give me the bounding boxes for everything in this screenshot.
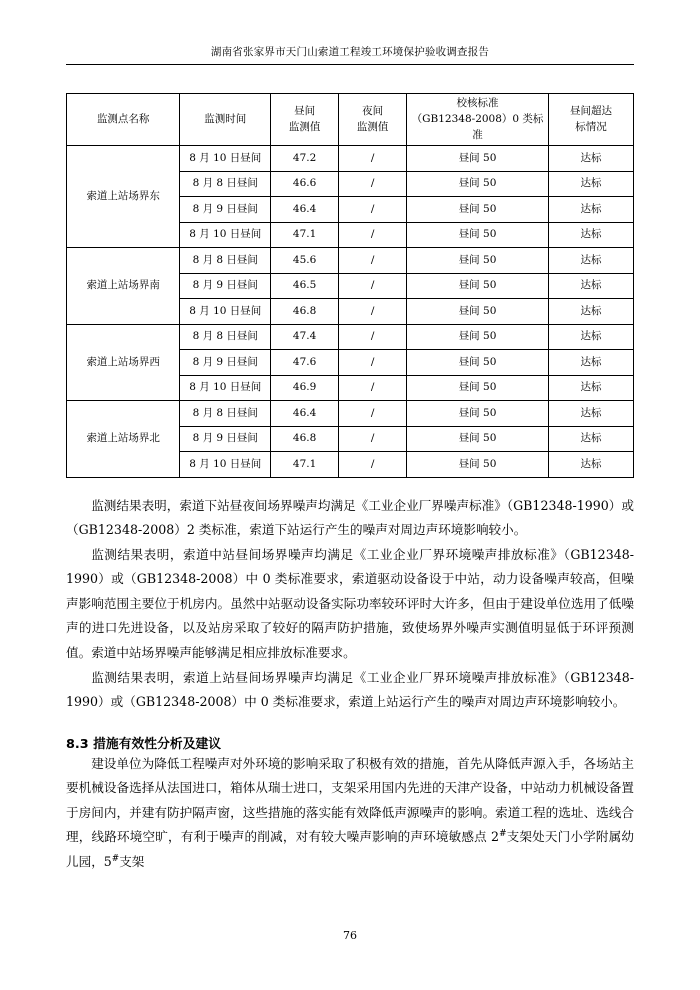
cell-day-value: 46.8	[271, 299, 339, 325]
cell-standard: 昼间 50	[407, 350, 549, 376]
cell-standard: 昼间 50	[407, 222, 549, 248]
col-header-night-value-line1: 夜间	[362, 104, 384, 117]
cell-night-value: /	[339, 375, 407, 401]
col-header-day-value-line2: 监测值	[288, 120, 321, 133]
col-header-compliance-line2: 标情况	[575, 120, 607, 133]
col-header-standard	[407, 94, 549, 146]
table-header-row	[67, 94, 634, 146]
noise-monitoring-table	[66, 93, 634, 478]
cell-monitor-time: 8 月 10 日昼间	[180, 452, 271, 478]
cell-monitor-time: 8 月 10 日昼间	[180, 146, 271, 172]
support-marker-1: #	[499, 829, 507, 840]
cell-standard: 昼间 50	[407, 375, 549, 401]
cell-monitor-time: 8 月 9 日昼间	[180, 197, 271, 223]
cell-result: 达标	[548, 171, 633, 197]
section-heading-8-3: 8.3 措施有效性分析及建议	[66, 736, 222, 752]
cell-standard: 昼间 50	[407, 197, 549, 223]
paragraph-middle-station: 监测结果表明，索道中站昼间场界噪声均满足《工业企业厂界环境噪声排放标准》（GB12348-1990）或（GB12348-2008）中 0 类标准要求，索道驱动设备设于中站，动力设备噪声较高，但噪声影响范围主要位于机房内。虽然中站驱动设备实际功率较环评时大许多，但由于建设单位选用了低噪声的进口先进设备，以及站房采取了较好的隔声防护措施，致使场界外噪声实测值明显低于环评预测值。索道中站场界噪声能够满足相应排放标准要求。	[66, 546, 634, 661]
cell-result: 达标	[548, 324, 633, 350]
cell-day-value: 47.1	[271, 222, 339, 248]
cell-monitor-time: 8 月 8 日昼间	[180, 171, 271, 197]
table-row	[67, 401, 634, 427]
cell-night-value: /	[339, 222, 407, 248]
cell-night-value: /	[339, 273, 407, 299]
cell-day-value: 47.1	[271, 452, 339, 478]
cell-result: 达标	[548, 350, 633, 376]
cell-night-value: /	[339, 197, 407, 223]
cell-day-value: 46.5	[271, 273, 339, 299]
header-divider	[66, 64, 634, 65]
cell-day-value: 46.4	[271, 197, 339, 223]
col-header-day-value-line1: 昼间	[294, 104, 316, 117]
cell-result: 达标	[548, 452, 633, 478]
table-row	[67, 324, 634, 350]
header-title: 湖南省张家界市天门山索道工程竣工环境保护验收调查报告	[210, 46, 490, 58]
cell-result: 达标	[548, 426, 633, 452]
cell-result: 达标	[548, 273, 633, 299]
cell-standard: 昼间 50	[407, 299, 549, 325]
col-header-compliance	[548, 94, 633, 146]
cell-monitor-time: 8 月 10 日昼间	[180, 222, 271, 248]
cell-result: 达标	[548, 146, 633, 172]
cell-result: 达标	[548, 222, 633, 248]
cell-night-value: /	[339, 324, 407, 350]
paragraph-lower-station: 监测结果表明，索道下站昼夜间场界噪声均满足《工业企业厂界噪声标准》（GB12348-1990）或（GB12348-2008）2 类标准，索道下站运行产生的噪声对周边声环境影响较小。	[66, 497, 634, 538]
cell-result: 达标	[548, 401, 633, 427]
cell-night-value: /	[339, 171, 407, 197]
row-group-name: 索道上站场界北	[67, 401, 180, 478]
cell-night-value: /	[339, 299, 407, 325]
col-header-point-name: 监测点名称	[67, 94, 180, 146]
cell-day-value: 46.9	[271, 375, 339, 401]
measures-text-part1: 建设单位为降低工程噪声对外环境的影响采取了积极有效的措施，首先从降低声源入手，各场站主要机械设备选择从法国进口，箱体从瑞士进口，支架采用国内先进的天津产设备，中站动力机械设备置于房间内，并建有防护隔声窗，这些措施的落实能有效降低声源噪声的影响。索道工程的选址、选线合理，线路环境空旷，有利于噪声的削减，对有较大噪声影响的声环境敏感点 2	[66, 755, 634, 845]
cell-day-value: 47.2	[271, 146, 339, 172]
cell-monitor-time: 8 月 10 日昼间	[180, 299, 271, 325]
cell-night-value: /	[339, 401, 407, 427]
cell-result: 达标	[548, 299, 633, 325]
cell-night-value: /	[339, 452, 407, 478]
cell-day-value: 46.8	[271, 426, 339, 452]
col-header-night-value	[339, 94, 407, 146]
cell-monitor-time: 8 月 8 日昼间	[180, 401, 271, 427]
cell-standard: 昼间 50	[407, 146, 549, 172]
cell-result: 达标	[548, 375, 633, 401]
page-header	[66, 0, 634, 65]
cell-day-value: 46.6	[271, 171, 339, 197]
row-group-name: 索道上站场界南	[67, 248, 180, 325]
table-body	[67, 146, 634, 478]
cell-result: 达标	[548, 197, 633, 223]
table-head	[67, 94, 634, 146]
measures-text-part2: 支架处天门小学附属幼儿园，5	[66, 829, 634, 869]
row-group-name: 索道上站场界西	[67, 324, 180, 401]
paragraph-upper-station: 监测结果表明，索道上站昼间场界噪声均满足《工业企业厂界环境噪声排放标准》（GB12348-1990）或（GB12348-2008）中 0 类标准要求，索道上站运行产生的噪声对周边声环境影响较小。	[66, 669, 634, 710]
cell-monitor-time: 8 月 8 日昼间	[180, 248, 271, 274]
cell-standard: 昼间 50	[407, 171, 549, 197]
col-header-day-value	[271, 94, 339, 146]
row-group-name: 索道上站场界东	[67, 146, 180, 248]
cell-day-value: 46.4	[271, 401, 339, 427]
col-header-monitor-time: 监测时间	[180, 94, 271, 146]
cell-result: 达标	[548, 248, 633, 274]
cell-monitor-time: 8 月 10 日昼间	[180, 375, 271, 401]
measures-text-part3: 支架	[119, 853, 145, 869]
cell-day-value: 47.6	[271, 350, 339, 376]
table-row	[67, 248, 634, 274]
cell-night-value: /	[339, 426, 407, 452]
cell-standard: 昼间 50	[407, 273, 549, 299]
paragraph-measures-effectiveness	[66, 752, 634, 875]
support-marker-2: #	[111, 853, 120, 864]
cell-monitor-time: 8 月 8 日昼间	[180, 324, 271, 350]
cell-monitor-time: 8 月 9 日昼间	[180, 273, 271, 299]
cell-day-value: 47.4	[271, 324, 339, 350]
cell-day-value: 45.6	[271, 248, 339, 274]
col-header-night-value-line2: 监测值	[356, 120, 389, 133]
cell-night-value: /	[339, 248, 407, 274]
cell-monitor-time: 8 月 9 日昼间	[180, 350, 271, 376]
cell-standard: 昼间 50	[407, 426, 549, 452]
col-header-standard-line2: （GB12348-2008）0 类标准	[411, 112, 544, 141]
col-header-compliance-line1: 昼间超达	[569, 104, 612, 117]
cell-standard: 昼间 50	[407, 452, 549, 478]
cell-standard: 昼间 50	[407, 248, 549, 274]
page-number: 76	[343, 929, 357, 942]
cell-standard: 昼间 50	[407, 324, 549, 350]
col-header-standard-line1: 校核标准	[456, 97, 499, 109]
cell-night-value: /	[339, 350, 407, 376]
cell-night-value: /	[339, 146, 407, 172]
table-row	[67, 146, 634, 172]
cell-standard: 昼间 50	[407, 401, 549, 427]
cell-monitor-time: 8 月 9 日昼间	[180, 426, 271, 452]
